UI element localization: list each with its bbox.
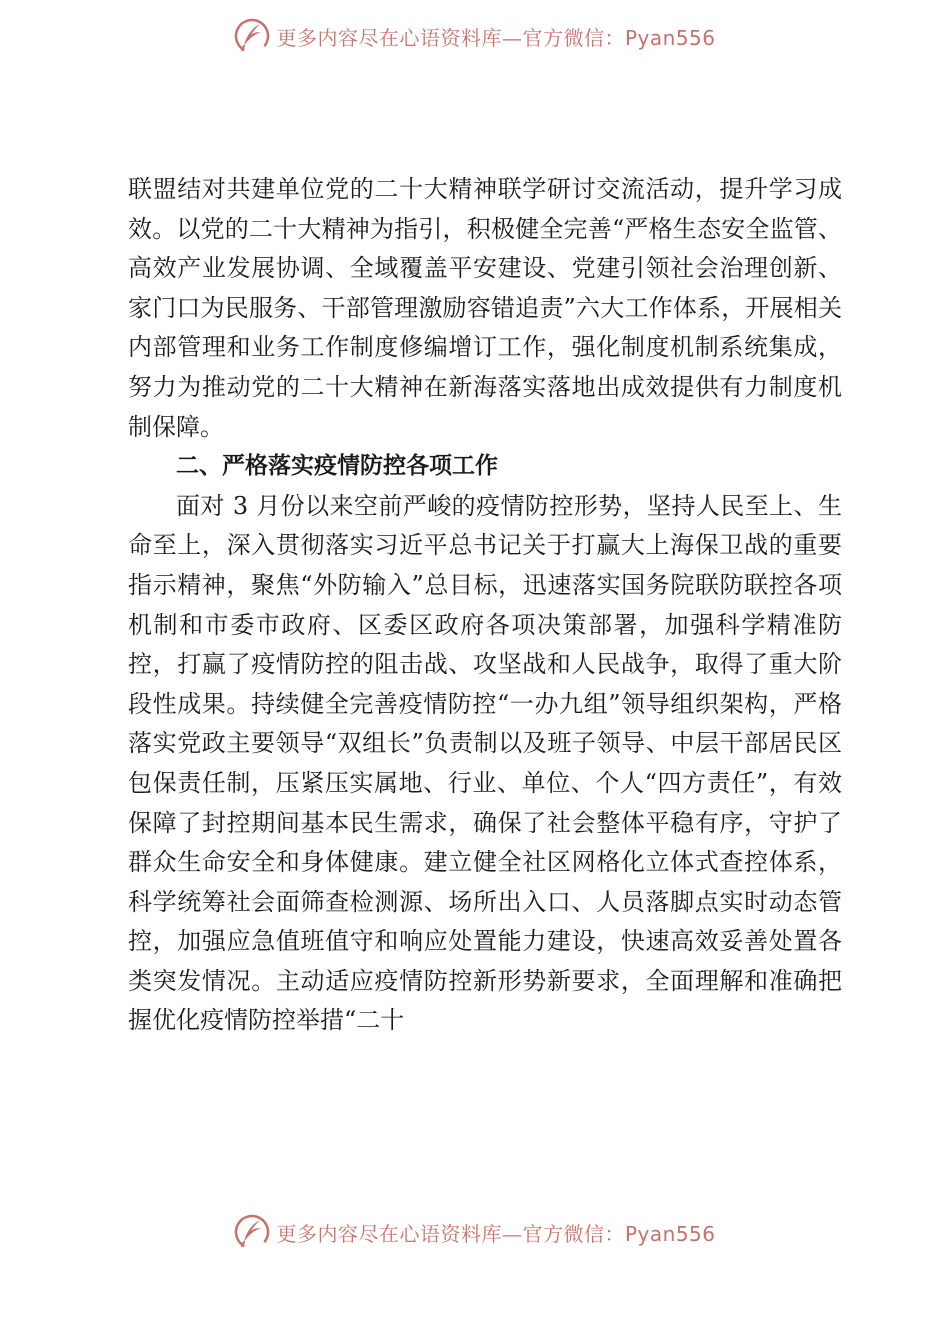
watermark-wechat-id: Pyan556 xyxy=(624,1221,716,1246)
feather-pen-logo-icon xyxy=(234,18,270,54)
paragraph-continued: 联盟结对共建单位党的二十大精神联学研讨交流活动，提升学习成效。以党的二十大精神为指引，积极健全完善“严格生态安全监管、高效产业发展协调、全域覆盖平安建设、党建引领社会治理创新、家门口为民服务、干部管理激励容错追责”六大工作体系，开展相关内部管理和业务工作制度修编增订工作，强化制度机制系统集成，努力为推动党的二十大精神在新海落实落地出成效提供有力制度机制保障。 xyxy=(128,175,842,441)
document-body xyxy=(128,170,842,1041)
watermark-header xyxy=(0,14,950,58)
paragraph-epidemic-control: 面对 3 月份以来空前严峻的疫情防控形势，坚持人民至上、生命至上，深入贯彻落实习近平总书记关于打赢大上海保卫战的重要指示精神，聚焦“外防输入”总目标，迅速落实国务院联防联控各项机制和市委市政府、区委区政府各项决策部署，加强科学精准防控，打赢了疫情防控的阻击战、攻坚战和人民战争，取得了重大阶段性成果。持续健全完善疫情防控“一办九组”领导组织架构，严格落实党政主要领导“双组长”负责制以及班子领导、中层干部居民区包保责任制，压紧压实属地、行业、单位、个人“四方责任”，有效保障了封控期间基本民生需求，确保了社会整体平稳有序，守护了群众生命安全和身体健康。建立健全社区网格化立体式查控体系，科学统筹社会面筛查检测源、场所出入口、人员落脚点实时动态管控，加强应急值班值守和响应处置能力建设，快速高效妥善处置各类突发情况。主动适应疫情防控新形势新要求，全面理解和准确把握优化疫情防控举措“二十 xyxy=(128,491,842,1035)
section-heading: 二、严格落实疫情防控各项工作 xyxy=(176,453,498,480)
watermark-text: 更多内容尽在心语资料库—官方微信：Pyan556 xyxy=(276,25,716,50)
feather-pen-logo-icon xyxy=(234,1214,270,1250)
watermark-wechat-id: Pyan556 xyxy=(624,25,716,50)
watermark-text: 更多内容尽在心语资料库—官方微信：Pyan556 xyxy=(276,1221,716,1246)
watermark-footer xyxy=(0,1210,950,1254)
